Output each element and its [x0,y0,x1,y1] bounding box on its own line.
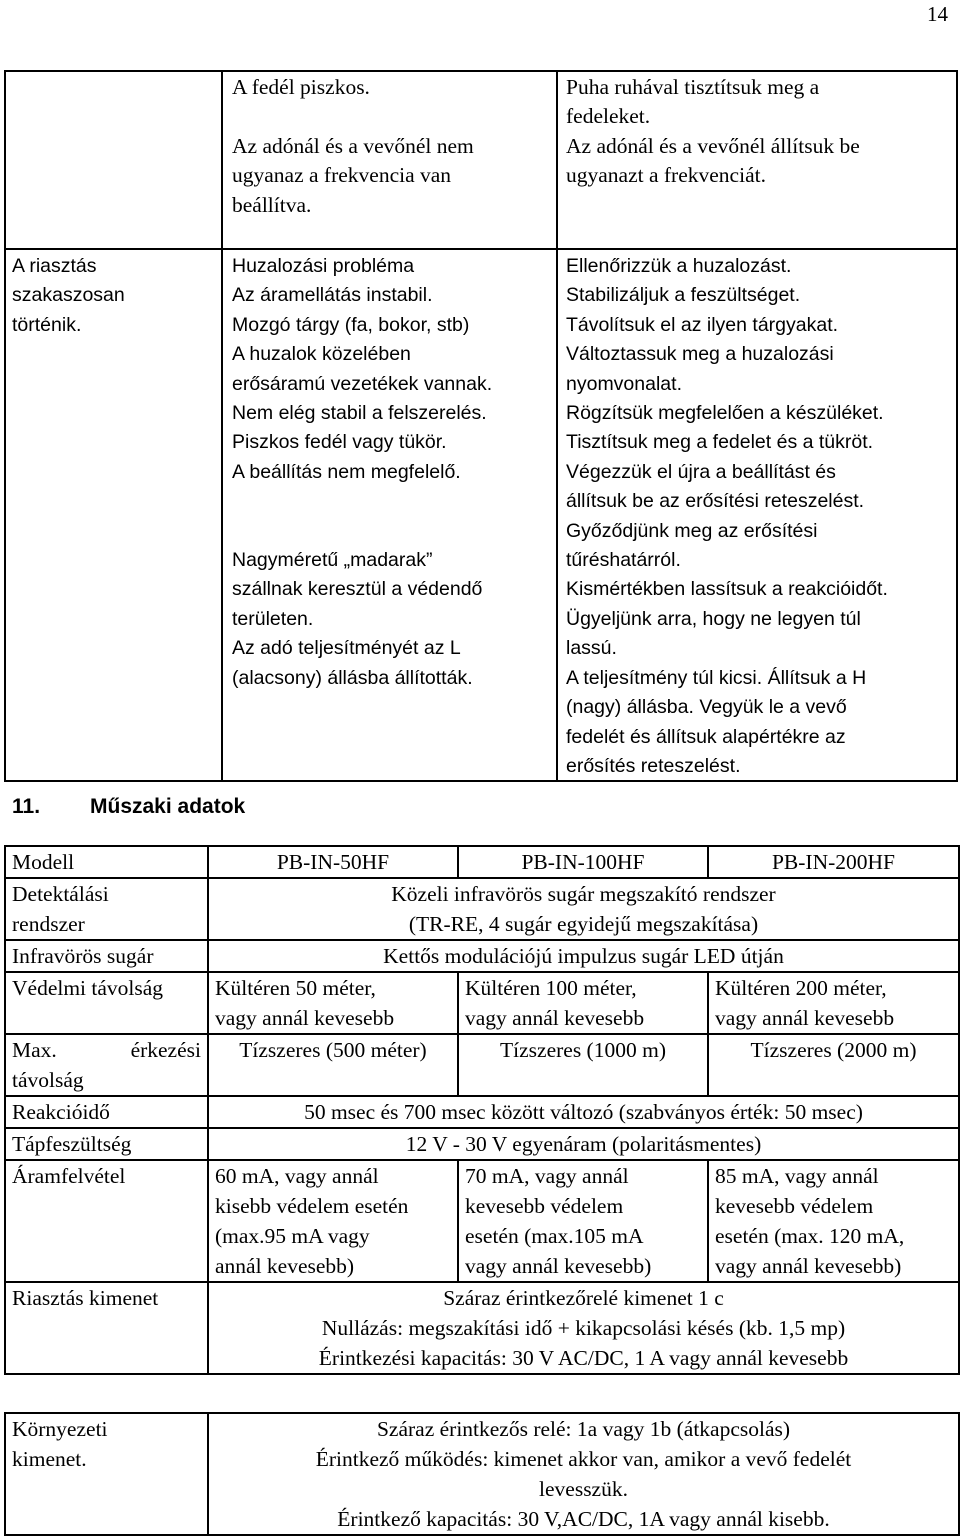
remedy-line: Győződjünk meg az erősítési [566,519,818,542]
cause-line: erősáramú vezetékek vannak. [232,372,493,395]
spec-value [208,1160,458,1282]
section-heading [12,795,245,819]
value-line: kisebb védelem esetén [215,1194,409,1218]
cause-line: szállnak keresztül a védendő [232,578,483,601]
spec-label: Modell [5,846,208,878]
section-title: Műszaki adatok [90,795,246,818]
cause-line: Mozgó tárgy (fa, bokor, stb) [232,313,470,336]
spec-label [5,1413,208,1535]
spec-label: Riasztás kimenet [5,1282,208,1374]
value-line: vagy annál kevesebb [215,1006,395,1030]
spec-value [708,1160,959,1282]
remedy-line: lassú. [566,637,617,660]
cause-line: (alacsony) állásba állították. [232,666,473,689]
value-line: vagy annál kevesebb [465,1006,645,1030]
spec-label: Max. érkezési távolság [5,1034,208,1096]
cause-line: A huzalok közelében [232,343,411,366]
table-border-right [956,70,958,782]
spec-label: Reakcióidő [5,1096,208,1128]
remedy-line: tűréshatárról. [566,549,681,572]
value-line: Érintkezési kapacitás: 30 V AC/DC, 1 A vagy annál kevesebb [318,1346,849,1370]
spec-label: Áramfelvétel [5,1160,208,1282]
troubleshooting-table [4,70,958,782]
cause-line [232,487,492,516]
value-line: levesszük. [539,1477,628,1501]
remedy-line: Stabilizáljuk a feszültséget. [566,284,801,307]
table-row [5,940,959,972]
value-line: kevesebb védelem [465,1194,624,1218]
symptom-cell [12,252,125,340]
remedy-line: Az adónál és a vevőnél állítsuk be [566,133,860,158]
spec-label: Tápfeszültség [5,1128,208,1160]
specs-table [4,845,960,1375]
value-line: esetén (max.105 mA [465,1224,644,1248]
table-row [5,878,959,940]
cause-line: Az adónál és a vevőnél nem [232,133,474,158]
value-line: 70 mA, vagy annál [465,1164,629,1188]
section-number: 11. [12,795,41,818]
value-line: Száraz érintkezőrelé kimenet 1 c [443,1286,724,1310]
cause-line: beállítva. [232,192,312,217]
cause-cell [232,73,474,220]
label-line: rendszer [12,912,85,936]
spec-value: Tízszeres (500 méter) [208,1034,458,1096]
remedy-line: ugyanazt a frekvenciát. [566,163,766,188]
table-row [5,846,959,878]
remedy-line: (nagy) állásba. Vegyük le a vevő [566,696,847,719]
value-line: kevesebb védelem [715,1194,874,1218]
table-row [5,1413,959,1535]
label-line: Detektálási [12,882,109,906]
value-line: Érintkező kapacitás: 30 V,AC/DC, 1A vagy annál kisebb. [337,1507,830,1531]
spec-value: 50 msec és 700 msec között változó (szabványos érték: 50 msec) [208,1096,959,1128]
table-row [5,1034,959,1096]
spec-value: Tízszeres (1000 m) [458,1034,708,1096]
remedy-line: Puha ruhával tisztítsuk meg a [566,75,820,99]
row-divider [4,248,958,250]
spec-value [458,972,708,1034]
spec-value: Tízszeres (2000 m) [708,1034,959,1096]
cause-line: Huzalozási probléma [232,255,415,277]
value-line: esetén (max. 120 mA, [715,1224,905,1248]
label-line: kimenet. [12,1447,87,1471]
cause-line: A beállítás nem megfelelő. [232,460,461,483]
cause-line: A fedél piszkos. [232,75,370,99]
table-row [5,972,959,1034]
cause-line: Az adó teljesítményét az L [232,637,461,660]
cause-line: Piszkos fedél vagy tükör. [232,431,447,454]
symptom-line: A riasztás [12,255,97,277]
remedy-line: erősítés reteszelést. [566,754,741,777]
remedy-line: Távolítsuk el az ilyen tárgyakat. [566,313,839,336]
remedy-line: Kismértékben lassítsuk a reakcióidőt. [566,578,888,601]
cause-line: Nem elég stabil a felszerelés. [232,402,487,425]
value-line: 60 mA, vagy annál [215,1164,379,1188]
spec-value: Kettős modulációjú impulzus sugár LED útján [208,940,959,972]
cause-line: területen. [232,607,314,630]
remedy-line: Végezzük el újra a beállítást és [566,460,836,483]
model-cell: PB-IN-50HF [208,846,458,878]
cause-line: ugyanaz a frekvencia van [232,163,452,188]
table-row [5,1128,959,1160]
spec-value [208,972,458,1034]
cause-line: Az áramellátás instabil. [232,284,433,307]
spec-label: Infravörös sugár [5,940,208,972]
value-line: Száraz érintkezős relé: 1a vagy 1b (átkapcsolás) [376,1417,791,1441]
page-number: 14 [927,2,948,26]
value-line: 85 mA, vagy annál [715,1164,879,1188]
column-divider [556,70,558,782]
table-row [5,1160,959,1282]
value-line: Érintkező működés: kimenet akkor van, amikor a vevő fedelét [315,1447,852,1471]
remedy-cell [566,252,888,781]
model-cell: PB-IN-100HF [458,846,708,878]
spec-value [208,1282,959,1374]
table-border-top [4,70,958,72]
remedy-line: fedelét és állítsuk alapértékre az [566,725,846,748]
remedy-line: Változtassuk meg a huzalozási [566,343,834,366]
label-line: Környezeti [12,1417,108,1441]
remedy-line: Ellenőrizzük a huzalozást. [566,255,792,277]
remedy-line: Ügyeljünk arra, hogy ne legyen túl [566,607,861,630]
value-line: Közeli infravörös sugár megszakító rendszer [391,882,776,906]
spec-value [708,972,959,1034]
cause-line [232,517,492,546]
spec-value [208,1413,959,1535]
cause-line [232,102,474,131]
value-line: (TR-RE, 4 sugár egyidejű megszakítása) [408,912,759,936]
remedy-line: A teljesítmény túl kicsi. Állítsuk a H [566,666,867,689]
remedy-line: Tisztítsuk meg a fedelet és a tükröt. [566,431,874,454]
spec-value [458,1160,708,1282]
remedy-line: fedeleket. [566,104,651,129]
remedy-cell [566,73,860,191]
spec-label: Védelmi távolság [5,972,208,1034]
table-row [5,1096,959,1128]
value-line: Nullázás: megszakítási idő + kikapcsolási késés (kb. 1,5 mp) [321,1316,846,1340]
value-line: vagy annál kevesebb) [465,1254,652,1278]
value-line: vagy annál kevesebb [715,1006,895,1030]
value-line: Kültéren 100 méter, [465,976,637,1000]
spec-label [5,878,208,940]
value-line: Kültéren 50 méter, [215,976,376,1000]
column-divider [221,70,223,782]
remedy-line: állítsuk be az erősítési reteszelést. [566,490,865,513]
cause-line: Nagyméretű „madarak” [232,549,433,572]
table-border-left [4,70,6,782]
remedy-line: Rögzítsük megfelelően a készüléket. [566,402,884,425]
cause-cell [232,252,492,693]
symptom-line: történik. [12,313,82,336]
value-line: vagy annál kevesebb) [715,1254,902,1278]
spec-value: 12 V - 30 V egyenáram (polaritásmentes) [208,1128,959,1160]
value-line: Kültéren 200 méter, [715,976,887,1000]
model-cell: PB-IN-200HF [708,846,959,878]
environment-table [4,1412,960,1536]
remedy-line: nyomvonalat. [566,372,682,395]
value-line: (max.95 mA vagy [215,1224,370,1248]
symptom-line: szakaszosan [12,284,125,307]
table-row [5,1282,959,1374]
value-line: annál kevesebb) [215,1254,355,1278]
spec-value [208,878,959,940]
